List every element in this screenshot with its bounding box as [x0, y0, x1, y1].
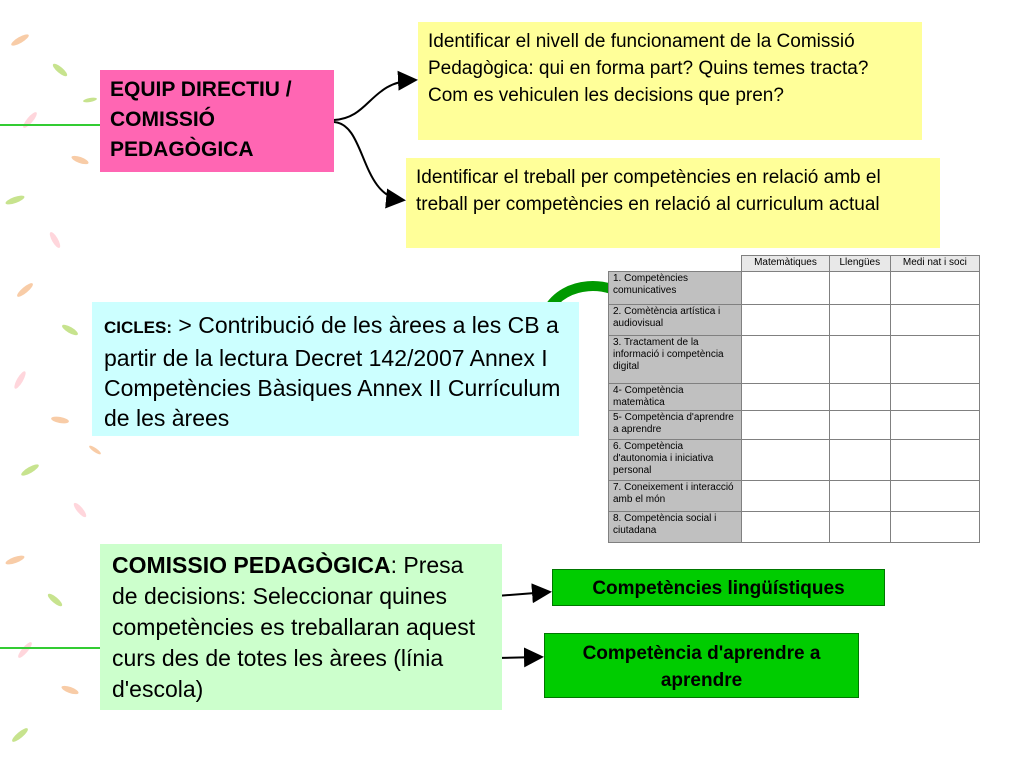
table-cell: [829, 305, 890, 336]
arrow-to-yellow2: [334, 122, 402, 200]
table-row: [609, 384, 980, 411]
green-box-aprendre: [544, 633, 859, 698]
table-cell: [890, 512, 979, 543]
table-cell: [742, 305, 830, 336]
table-cell: [742, 411, 830, 440]
yellow-box-1-text: Identificar el nivell de funcionament de la Comissió Pedagògica: qui en forma part? Quins temes tracta? Com es vehiculen les decisions que pren?: [428, 31, 869, 106]
table-corner: [609, 256, 742, 272]
table-cell: [742, 512, 830, 543]
table-row: [609, 411, 980, 440]
table-row: [609, 272, 980, 305]
table-cell: [829, 481, 890, 512]
green-box-2-text: Competència d'aprendre a aprendre: [582, 643, 821, 691]
comissio-label: COMISSIO PEDAGÒGICA: [112, 552, 391, 578]
table-header: Matemàtiques: [742, 256, 830, 272]
row-label: 8. Competència social i ciutadana: [609, 512, 742, 543]
table-cell: [890, 411, 979, 440]
table-cell: [890, 440, 979, 481]
table-cell: [890, 305, 979, 336]
row-label: 6. Competència d'autonomia i iniciativa personal: [609, 440, 742, 481]
row-label: 1. Competències comunicatives: [609, 272, 742, 305]
equip-title: EQUIP DIRECTIU / COMISSIÓ PEDAGÒGICA: [110, 78, 292, 161]
table-cell: [742, 481, 830, 512]
comissio-text: : Presa de decisions: Seleccionar quines competències es treballaran aquest curs des de totes les àrees (línia d'escola): [112, 552, 476, 702]
table-cell: [742, 272, 830, 305]
table-cell: [829, 384, 890, 411]
table-cell: [829, 411, 890, 440]
table-row: [609, 481, 980, 512]
comissio-box: [100, 544, 502, 710]
table-row: [609, 512, 980, 543]
table-cell: [890, 272, 979, 305]
table-cell: [890, 481, 979, 512]
table-header: Llengües: [829, 256, 890, 272]
row-label: 3. Tractament de la informació i competència digital: [609, 336, 742, 384]
yellow-box-2-text: Identificar el treball per competències en relació amb el treball per competències en relació al curriculum actual: [416, 167, 881, 215]
row-label: 5- Competència d'aprendre a aprendre: [609, 411, 742, 440]
arrow-to-yellow1: [334, 80, 414, 120]
equip-directiu-box: [100, 70, 334, 172]
competencies-table: [608, 255, 980, 543]
table-header: Medi nat i soci: [890, 256, 979, 272]
row-label: 2. Comètència artística i audiovisual: [609, 305, 742, 336]
yellow-box-1: [418, 22, 922, 140]
table-cell: [829, 272, 890, 305]
table-row: [609, 336, 980, 384]
table-cell: [742, 384, 830, 411]
green-box-linguistiques: [552, 569, 885, 606]
cicles-box: [92, 302, 579, 436]
row-label: 7. Coneixement i interacció amb el món: [609, 481, 742, 512]
table-cell: [742, 440, 830, 481]
arrow-to-green1: [496, 592, 548, 596]
table-cell: [890, 384, 979, 411]
arrow-to-green2: [496, 657, 540, 658]
table-header-row: [609, 256, 980, 272]
green-box-1-text: Competències lingüístiques: [592, 578, 845, 599]
table-cell: [890, 336, 979, 384]
table-cell: [829, 336, 890, 384]
table-row: [609, 440, 980, 481]
table-cell: [829, 440, 890, 481]
table-cell: [829, 512, 890, 543]
table-cell: [742, 336, 830, 384]
table-row: [609, 305, 980, 336]
yellow-box-2: [406, 158, 940, 248]
row-label: 4- Competència matemàtica: [609, 384, 742, 411]
cicles-text: > Contribució de les àrees a les CB a partir de la lectura Decret 142/2007 Annex I Competències Bàsiques Annex II Currículum de les àrees: [104, 312, 561, 431]
cicles-label: CICLES:: [104, 318, 172, 337]
